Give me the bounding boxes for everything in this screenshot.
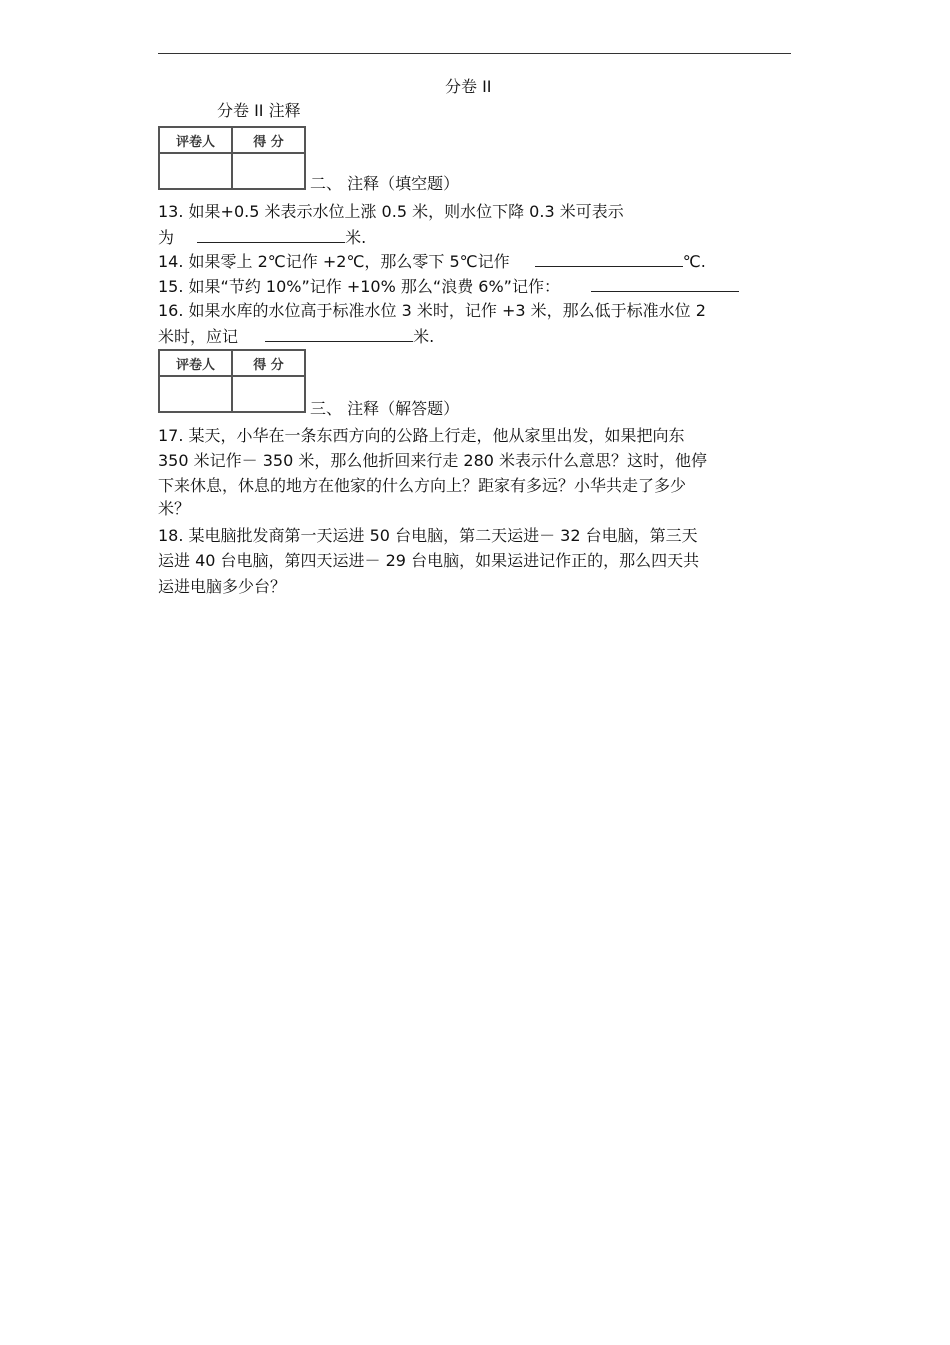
- section-subtitle: 分卷 II 注释: [217, 101, 301, 120]
- score-table-header-score: 得 分: [232, 350, 305, 376]
- question-15: [158, 276, 739, 297]
- score-table-header-grader: 评卷人: [159, 350, 232, 376]
- question-15-text: 15. 如果“节约 10%”记作 +10% 那么“浪费 6%”记作：: [158, 277, 560, 296]
- question-14: [158, 251, 706, 272]
- question-14-suffix: ℃.: [682, 252, 706, 271]
- answer-blank-13: [197, 227, 345, 243]
- question-18-line3: 运进电脑多少台？: [158, 577, 287, 596]
- score-table-cell-grader: [159, 153, 232, 189]
- score-table-header-grader: 评卷人: [159, 127, 232, 153]
- question-17-line4: 米？: [158, 499, 191, 518]
- question-17-line1: 17. 某天，小华在一条东西方向的公路上行走，他从家里出发，如果把向东: [158, 426, 685, 445]
- question-13-line1: 13. 如果+0.5 米表示水位上涨 0.5 米，则水位下降 0.3 米可表示: [158, 202, 624, 221]
- score-table-cell-score: [232, 376, 305, 412]
- question-16-suffix: 米.: [413, 327, 435, 346]
- question-16-prefix: 米时，应记: [158, 327, 239, 346]
- question-17-line3: 下来休息，休息的地方在他家的什么方向上？距家有多远？小华共走了多少: [158, 476, 687, 495]
- question-13-suffix: 米.: [345, 228, 367, 247]
- question-16-line1: 16. 如果水库的水位高于标准水位 3 米时，记作 +3 米，那么低于标准水位 2: [158, 301, 706, 320]
- score-table-1: [158, 126, 306, 190]
- score-table-2: [158, 349, 306, 413]
- header-rule: [158, 53, 791, 54]
- question-13-line2: [158, 227, 366, 248]
- answer-blank-16: [265, 326, 413, 342]
- question-16-line2: [158, 326, 434, 347]
- section-2-heading: 二、 注释（填空题）: [310, 174, 460, 193]
- answer-blank-14: [535, 251, 683, 267]
- answer-blank-15: [591, 276, 739, 292]
- score-table-cell-grader: [159, 376, 232, 412]
- section-3-heading: 三、 注释（解答题）: [310, 399, 460, 418]
- page-title: 分卷 II: [445, 77, 492, 96]
- score-table-header-score: 得 分: [232, 127, 305, 153]
- question-14-text: 14. 如果零上 2℃记作 +2℃，那么零下 5℃记作: [158, 252, 510, 271]
- question-13-prefix: 为: [158, 228, 175, 247]
- question-17-line2: 350 米记作－ 350 米，那么他折回来行走 280 米表示什么意思？这时，他停: [158, 451, 708, 470]
- score-table-cell-score: [232, 153, 305, 189]
- question-18-line2: 运进 40 台电脑，第四天运进－ 29 台电脑，如果运进记作正的，那么四天共: [158, 551, 700, 570]
- question-18-line1: 18. 某电脑批发商第一天运进 50 台电脑，第二天运进－ 32 台电脑，第三天: [158, 526, 698, 545]
